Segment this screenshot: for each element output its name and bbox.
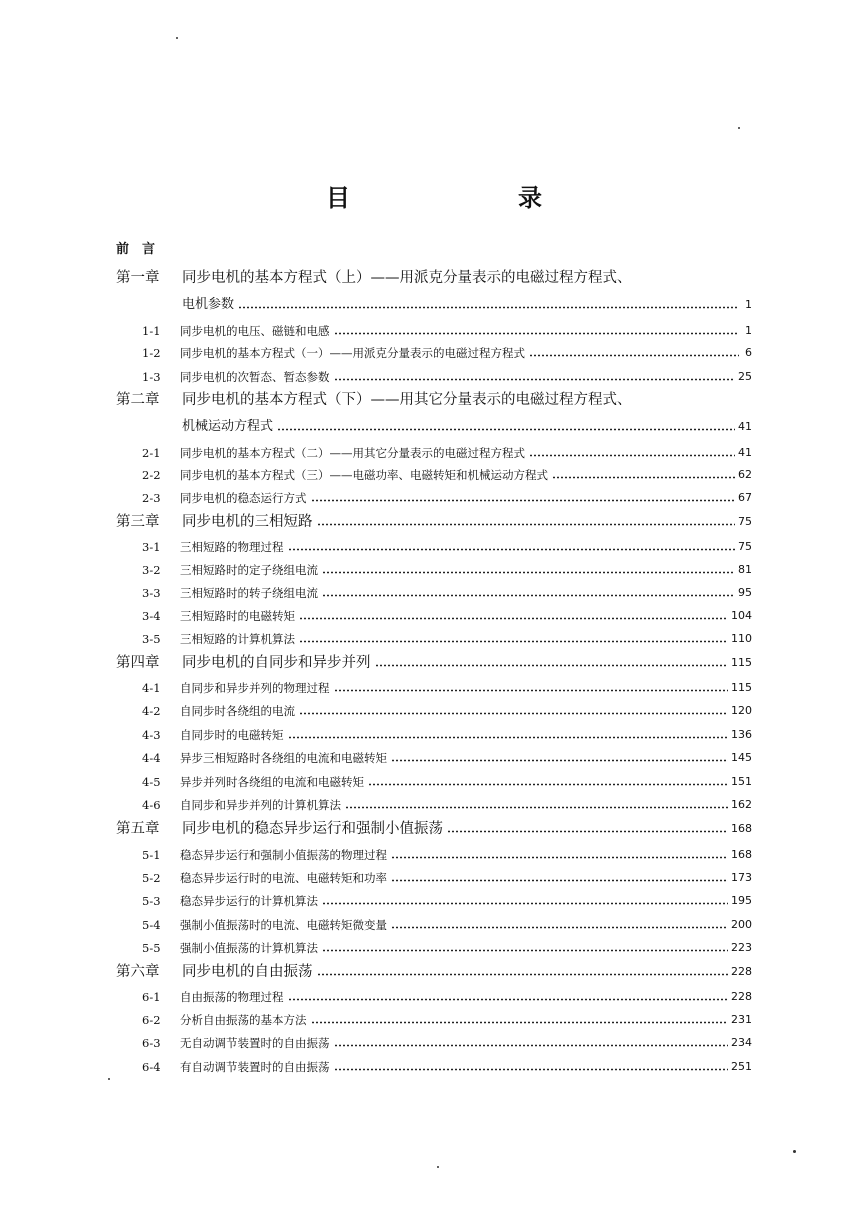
dot-leader [288,736,729,739]
toc-page-number: 120 [731,704,752,717]
toc-chapter-continuation [182,419,752,435]
dot-leader [322,949,728,952]
toc-entry-number: 3-1 [142,540,161,554]
dot-leader [288,998,729,1001]
toc-section-entry [142,445,752,461]
dot-leader [334,378,736,381]
toc-entry-number: 2-1 [142,446,161,460]
toc-page-number: 62 [738,468,752,481]
toc-page-number: 81 [738,563,752,576]
toc-entry-title: 分析自由振荡的基本方法 [180,1013,307,1027]
toc-page-number: 200 [731,918,752,931]
toc-section-entry [142,940,752,956]
dot-leader [529,454,735,457]
toc-entry-title: 同步电机的三相短路 [182,514,313,530]
dot-leader [334,332,740,335]
toc-entry-title: 强制小值振荡的计算机算法 [180,941,318,955]
toc-entry-title: 同步电机的稳态运行方式 [180,491,307,505]
dot-leader [391,759,728,762]
toc-entry-number: 2-3 [142,491,161,505]
toc-entry-number: 2-2 [142,468,161,482]
toc-section-entry [142,870,752,886]
dot-leader [277,428,735,431]
toc-entry-number: 4-5 [142,775,161,789]
toc-chapter-entry [116,655,752,671]
page-title: 目 录 [326,184,614,212]
dot-leader [447,830,728,833]
toc-entry-title: 自同步时的电磁转矩 [180,728,284,742]
toc-chapter-entry [116,964,752,980]
toc-section-entry [142,369,752,385]
toc-page-number: 115 [731,656,752,669]
toc-page-number: 228 [731,990,752,1003]
scan-speck [437,1166,439,1168]
dot-leader [322,571,735,574]
toc-entry-title: 同步电机的基本方程式（下）——用其它分量表示的电磁过程方程式、 [182,392,632,408]
toc-section-entry [142,750,752,766]
dot-leader [322,902,728,905]
toc-entry-title: 机械运动方程式 [182,419,274,434]
toc-section-entry [142,680,752,696]
toc-entry-number: 第一章 [116,270,160,286]
dot-leader [322,594,735,597]
toc-entry-number: 4-6 [142,798,161,812]
toc-entry-title: 强制小值振荡时的电流、电磁转矩微变量 [180,918,387,932]
toc-entry-title: 同步电机的稳态异步运行和强制小值振荡 [182,821,443,837]
toc-page-number: 168 [731,822,752,835]
toc-chapter-continuation [182,297,752,313]
toc-page-number: 136 [731,728,752,741]
toc-entry-title: 同步电机的次暂态、暂态参数 [180,370,330,384]
toc-entry-title: 自同步和异步并列的计算机算法 [180,798,341,812]
dot-leader [391,856,728,859]
toc-entry-number: 第四章 [116,655,160,671]
toc-entry-number: 3-2 [142,563,161,577]
toc-entry-title: 三相短路时的定子绕组电流 [180,563,318,577]
toc-page-number: 75 [738,515,752,528]
toc-entry-number: 5-2 [142,871,161,885]
toc-entry-number: 4-4 [142,751,161,765]
scan-speck [793,1150,796,1153]
toc-entry-number: 1-2 [142,346,161,360]
toc-entry-number: 6-1 [142,990,161,1004]
toc-section-entry [142,893,752,909]
dot-leader [368,783,728,786]
dot-leader [391,879,728,882]
toc-entry-number: 1-1 [142,324,161,338]
toc-entry-number: 3-5 [142,632,161,646]
dot-leader [334,1068,729,1071]
dot-leader [299,640,728,643]
toc-page-number: 67 [738,491,752,504]
toc-entry-title: 异步三相短路时各绕组的电流和电磁转矩 [180,751,387,765]
toc-entry-title: 异步并列时各绕组的电流和电磁转矩 [180,775,364,789]
toc-page-number: 41 [738,446,752,459]
toc-page-number: 1 [745,298,752,311]
toc-page-number: 115 [731,681,752,694]
dot-leader [334,1044,729,1047]
toc-entry-title: 三相短路的物理过程 [180,540,284,554]
scan-speck [108,1078,110,1080]
toc-entry-title: 有自动调节装置时的自由振荡 [180,1060,330,1074]
dot-leader [391,926,728,929]
toc-entry-number: 4-3 [142,728,161,742]
toc-page-number: 231 [731,1013,752,1026]
toc-section-entry [142,847,752,863]
toc-entry-title: 自同步时各绕组的电流 [180,704,295,718]
toc-chapter-entry [116,821,752,837]
dot-leader [345,806,728,809]
dot-leader [311,1021,729,1024]
toc-section-entry [142,467,752,483]
toc-entry-title: 同步电机的电压、磁链和电感 [180,324,330,338]
toc-section-entry [142,585,752,601]
toc-entry-title: 自由振荡的物理过程 [180,990,284,1004]
toc-entry-number: 3-3 [142,586,161,600]
toc-entry-number: 6-4 [142,1060,161,1074]
toc-page-number: 25 [738,370,752,383]
toc-section-entry [142,345,752,361]
toc-page-number: 151 [731,775,752,788]
dot-leader [311,499,736,502]
toc-chapter-entry [116,270,752,286]
toc-section-entry [142,797,752,813]
toc-entry-title: 同步电机的基本方程式（一）——用派克分量表示的电磁过程方程式 [180,346,525,360]
dot-leader [299,617,728,620]
toc-section-entry [142,539,752,555]
toc-section-entry [142,989,752,1005]
toc-page-number: 168 [731,848,752,861]
dot-leader [288,548,736,551]
preface-entry [116,242,155,258]
toc-entry-number: 6-3 [142,1036,161,1050]
toc-section-entry [142,917,752,933]
toc-page-number: 110 [731,632,752,645]
toc-section-entry [142,1035,752,1051]
toc-entry-title: 同步电机的自由振荡 [182,964,313,980]
toc-entry-title: 稳态异步运行的计算机算法 [180,894,318,908]
toc-entry-number: 1-3 [142,370,161,384]
toc-chapter-entry [116,514,752,530]
toc-entry-number: 4-2 [142,704,161,718]
toc-entry-title: 三相短路时的转子绕组电流 [180,586,318,600]
toc-section-entry [142,703,752,719]
scan-speck [738,127,740,129]
toc-entry-title: 三相短路的计算机算法 [180,632,295,646]
toc-entry-number: 6-2 [142,1013,161,1027]
toc-page-number: 223 [731,941,752,954]
preface-label: 前 言 [116,242,156,257]
toc-entry-number: 3-4 [142,609,161,623]
toc-section-entry [142,1059,752,1075]
toc-entry-title: 同步电机的基本方程式（二）——用其它分量表示的电磁过程方程式 [180,446,525,460]
toc-entry-number: 5-4 [142,918,161,932]
toc-page-number: 1 [745,324,752,337]
toc-entry-title: 同步电机的自同步和异步并列 [182,655,371,671]
toc-entry-number: 第三章 [116,514,160,530]
toc-entry-number: 第六章 [116,964,160,980]
toc-chapter-entry [116,392,752,408]
toc-page-number: 195 [731,894,752,907]
toc-entry-title: 同步电机的基本方程式（三）——电磁功率、电磁转矩和机械运动方程式 [180,468,548,482]
dot-leader [529,354,739,357]
toc-entry-number: 第五章 [116,821,160,837]
toc-entry-title: 同步电机的基本方程式（上）——用派克分量表示的电磁过程方程式、 [182,270,632,286]
toc-entry-number: 5-1 [142,848,161,862]
dot-leader [317,523,736,526]
dot-leader [238,306,739,309]
toc-entry-title: 电机参数 [182,297,235,312]
toc-section-entry [142,608,752,624]
dot-leader [299,712,728,715]
toc-page-number: 173 [731,871,752,884]
toc-entry-title: 自同步和异步并列的物理过程 [180,681,330,695]
toc-page-number: 41 [738,420,752,433]
toc-entry-title: 稳态异步运行和强制小值振荡的物理过程 [180,848,387,862]
dot-leader [552,476,735,479]
toc-entry-number: 4-1 [142,681,161,695]
toc-section-entry [142,774,752,790]
toc-page-number: 251 [731,1060,752,1073]
toc-section-entry [142,631,752,647]
toc-page-number: 104 [731,609,752,622]
dot-leader [317,973,729,976]
toc-page-number: 6 [745,346,752,359]
dot-leader [334,689,729,692]
toc-page-number: 162 [731,798,752,811]
scan-speck [176,37,178,39]
toc-section-entry [142,727,752,743]
toc-entry-title: 三相短路时的电磁转矩 [180,609,295,623]
toc-section-entry [142,490,752,506]
toc-entry-title: 无自动调节装置时的自由振荡 [180,1036,330,1050]
toc-page-number: 228 [731,965,752,978]
toc-entry-number: 5-3 [142,894,161,908]
toc-section-entry [142,1012,752,1028]
toc-section-entry [142,562,752,578]
toc-entry-title: 稳态异步运行时的电流、电磁转矩和功率 [180,871,387,885]
toc-page-number: 95 [738,586,752,599]
toc-entry-number: 第二章 [116,392,160,408]
toc-page-number: 145 [731,751,752,764]
toc-page-number: 75 [738,540,752,553]
toc-section-entry [142,323,752,339]
dot-leader [375,664,729,667]
toc-entry-number: 5-5 [142,941,161,955]
toc-page-number: 234 [731,1036,752,1049]
